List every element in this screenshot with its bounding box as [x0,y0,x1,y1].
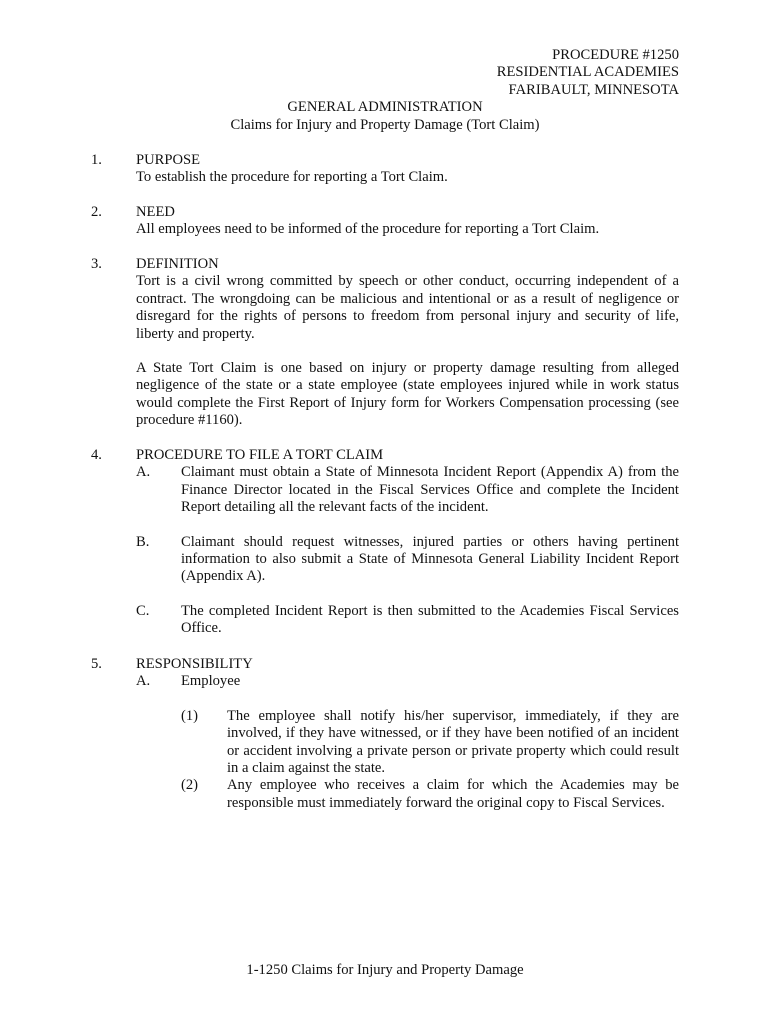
section-text: To establish the procedure for reporting a Tort Claim. [136,169,448,186]
section-number: 4. [91,447,102,463]
item-number: (1) [181,707,199,724]
step-letter: B. [136,533,150,550]
procedure-step [136,464,679,516]
section-number: 1. [91,152,102,168]
responsibility-group [136,673,679,690]
procedure-number: PROCEDURE #1250 [552,47,679,63]
group-label: Employee [181,673,241,690]
item-number: (2) [181,777,199,794]
organization-location: FARIBAULT, MINNESOTA [508,81,679,98]
section-title: NEED [136,204,175,220]
section-responsibility [91,656,679,812]
section-title: DEFINITION [136,256,219,272]
section-title: PURPOSE [136,152,201,168]
step-letter: C. [136,602,150,619]
definition-paragraph-2: A State Tort Claim is one based on injury or property damage resulting from alleged negligence of the state or a state employee (state employees injured while in work status would complete the First Report of Injury form for Workers Compensation processing (see procedure #1160). [136,360,679,429]
section-purpose [91,152,679,187]
section-number: 2. [91,204,102,220]
document-subtitle: Claims for Injury and Property Damage (Tort Claim) [230,117,540,133]
section-definition [91,256,679,430]
group-letter: A. [136,673,151,690]
step-text: Claimant should request witnesses, injured parties or others having pertinent information to also submit a State of Minnesota General Liability Incident Report (Appendix A). [181,533,679,585]
step-text: The completed Incident Report is then submitted to the Academies Fiscal Services Office. [181,602,679,637]
item-text: Any employee who receives a claim for which the Academies may be responsible must immediately forward the original copy to Fiscal Services. [227,777,679,811]
organization-name: RESIDENTIAL ACADEMIES [496,64,679,81]
section-need [91,204,679,239]
section-title: RESPONSIBILITY [136,656,253,672]
section-number: 3. [91,256,102,272]
step-letter: A. [136,464,151,481]
section-number: 5. [91,656,102,672]
procedure-step [136,534,679,586]
section-procedure [91,447,679,638]
responsibility-item [181,777,679,812]
responsibility-item [181,708,679,778]
procedure-header [497,47,679,99]
section-text: All employees need to be informed of the procedure for reporting a Tort Claim. [136,221,600,238]
page-footer: 1-1250 Claims for Injury and Property Damage [246,962,524,978]
definition-paragraph-1: Tort is a civil wrong committed by speech or other conduct, occurring independent of a contract. The wrongdoing can be malicious and intentional or as a result of negligence or disregard for the rights of persons to freedom from personal injury and security of life, liberty and property. [136,273,679,342]
category-title: GENERAL ADMINISTRATION [287,99,483,115]
item-text: The employee shall notify his/her supervisor, immediately, if they are involved, if they have witnessed, or if they have been notified of an incident or accident involving a private person or private property which could result in a claim against the state. [227,707,679,777]
step-text: Claimant must obtain a State of Minnesota Incident Report (Appendix A) from the Finance Director located in the Fiscal Services Office and complete the Incident Report detailing all the relevant facts of the incident. [181,464,679,516]
section-title: PROCEDURE TO FILE A TORT CLAIM [136,447,384,463]
procedure-step [136,603,679,638]
